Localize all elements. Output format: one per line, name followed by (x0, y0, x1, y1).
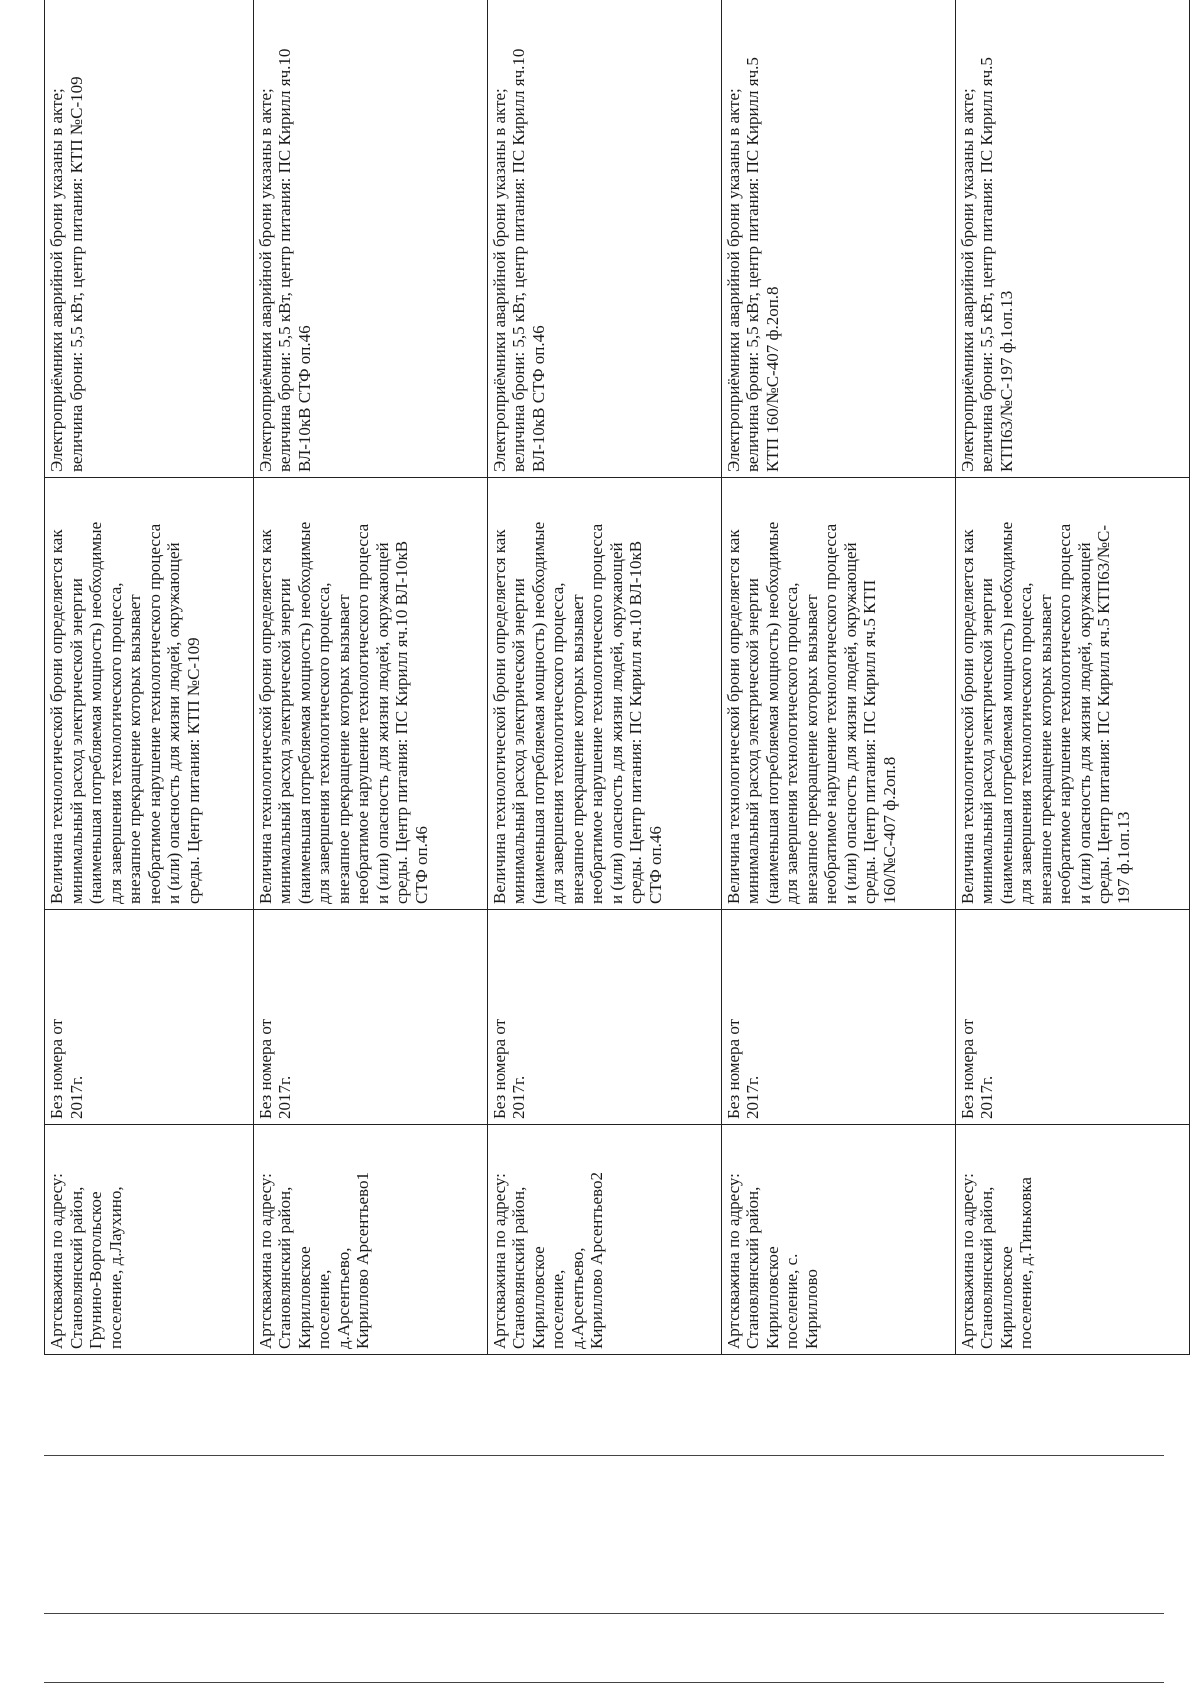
object-address-cell: Артскважина по адресу: Становлянский район, Кирилловское поселение, д.Арсентьево, Кириллово Арсентьево2 (487, 1125, 721, 1355)
reserve-description-cell: Величина технологической брони определяется как минимальный расход электрической энергии (наименьшая потребляемая мощность) необходимые для завершения технологического процесса, внезапное прекращение которых вызывает необратимое нарушение технологического процесса и (или) опасность для жизни людей, окружающей среды. Центр питания: ПС Кирилл яч.5 КТП63/№С- 197 ф.1оп.13 (955, 478, 1189, 910)
object-address-cell: Артскважина по адресу: Становлянский район, Кирилловское поселение, д.Арсентьево, Кириллово Арсентьево1 (253, 1125, 487, 1355)
blank-rule-line (44, 1682, 1164, 1683)
table-row (721, 0, 955, 1355)
reserve-receivers-cell: Электроприёмники аварийной брони указаны в акте; величина брони: 5,5 кВт, центр питания: ПС Кирилл яч.10 ВЛ-10кВ СТФ оп.46 (487, 0, 721, 478)
reserve-receivers-cell: Электроприёмники аварийной брони указаны в акте; величина брони: 5,5 кВт, центр питания: ПС Кирилл яч.10 ВЛ-10кВ СТФ оп.46 (253, 0, 487, 478)
emergency-reserve-table (44, 0, 1190, 1355)
reserve-description-cell: Величина технологической брони определяется как минимальный расход электрической энергии (наименьшая потребляемая мощность) необходимые для завершения технологического процесса, внезапное прекращение которых вызывает необратимое нарушение технологического процесса и (или) опасность для жизни людей, окружающей среды. Центр питания: ПС Кирилл яч.5 КТП 160/№С-407 ф.2оп.8 (721, 478, 955, 910)
reserve-receivers-cell: Электроприёмники аварийной брони указаны в акте; величина брони: 5,5 кВт, центр питания: КТП №С-109 (45, 0, 254, 478)
object-address-cell: Артскважина по адресу: Становлянский район, Кирилловское поселение, д.Тиньковка (955, 1125, 1189, 1355)
table-row (253, 0, 487, 1355)
act-number-cell: Без номера от 2017г. (721, 910, 955, 1125)
object-address-cell: Артскважина по адресу: Становлянский район, Кирилловское поселение, с. Кириллово (721, 1125, 955, 1355)
table-row (45, 0, 254, 1355)
blank-rule-line (44, 1613, 1164, 1614)
reserve-description-cell: Величина технологической брони определяется как минимальный расход электрической энергии (наименьшая потребляемая мощность) необходимые для завершения технологического процесса, внезапное прекращение которых вызывает необратимое нарушение технологического процесса и (или) опасность для жизни людей, окружающей среды. Центр питания: ПС Кирилл яч.10 ВЛ-10кВ СТФ оп.46 (253, 478, 487, 910)
table-row (955, 0, 1189, 1355)
table-row (487, 0, 721, 1355)
act-number-cell: Без номера от 2017г. (487, 910, 721, 1125)
object-address-cell: Артскважина по адресу: Становлянский район, Грунино-Воргольское поселение, д.Лаухино, (45, 1125, 254, 1355)
reserve-receivers-cell: Электроприёмники аварийной брони указаны в акте; величина брони: 5,5 кВт, центр питания: ПС Кирилл яч.5 КТП 160/№С-407 ф.2оп.8 (721, 0, 955, 478)
reserve-receivers-cell: Электроприёмники аварийной брони указаны в акте; величина брони: 5,5 кВт, центр питания: ПС Кирилл яч.5 КТП63/№С-197 ф.1оп.13 (955, 0, 1189, 478)
rotated-table-page (44, 0, 1190, 1355)
act-number-cell: Без номера от 2017г. (955, 910, 1189, 1125)
act-number-cell: Без номера от 2017г. (253, 910, 487, 1125)
reserve-description-cell: Величина технологической брони определяется как минимальный расход электрической энергии (наименьшая потребляемая мощность) необходимые для завершения технологического процесса, внезапное прекращение которых вызывает необратимое нарушение технологического процесса и (или) опасность для жизни людей, окружающей среды. Центр питания: ПС Кирилл яч.10 ВЛ-10кВ СТФ оп.46 (487, 478, 721, 910)
reserve-description-cell: Величина технологической брони определяется как минимальный расход электрической энергии (наименьшая потребляемая мощность) необходимые для завершения технологического процесса, внезапное прекращение которых вызывает необратимое нарушение технологического процесса и (или) опасность для жизни людей, окружающей среды. Центр питания: КТП №С-109 (45, 478, 254, 910)
blank-rule-line (44, 1455, 1164, 1456)
act-number-cell: Без номера от 2017г. (45, 910, 254, 1125)
